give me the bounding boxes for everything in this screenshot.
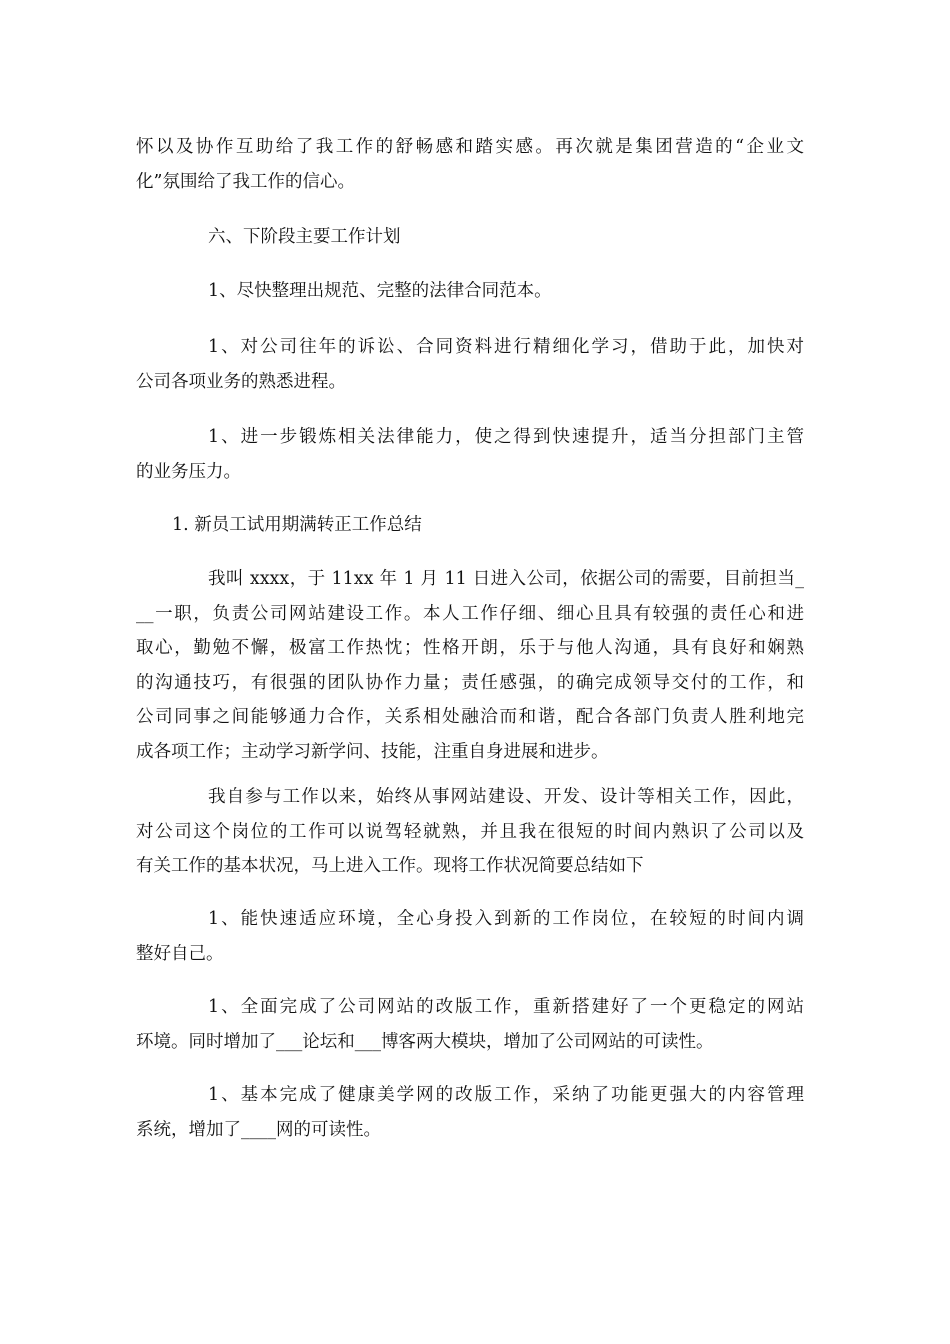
- text-line: 我自参与工作以来，始终从事网站建设、开发、设计等相关工作，因此，: [208, 787, 804, 807]
- text-line: __一职，负责公司网站建设工作。本人工作仔细、细心且具有较强的责任心和进: [136, 603, 804, 624]
- text-line: 系统，增加了____网的可读性。: [136, 1119, 381, 1140]
- text-line: 的沟通技巧，有很强的团队协作力量；责任感强，的确完成领导交付的工作，和: [136, 672, 804, 693]
- text-line: 1、能快速适应环境，全心身投入到新的工作岗位，在较短的时间内调: [208, 909, 804, 929]
- summary-item: [136, 990, 804, 1059]
- text-line: 成各项工作；主动学习新学问、技能，注重自身进展和进步。: [136, 741, 609, 762]
- summary-item: [136, 902, 804, 971]
- text-line: 1、进一步锻炼相关法律能力，使之得到快速提升，适当分担部门主管: [208, 427, 804, 447]
- text-line: 公司各项业务的熟悉进程。: [136, 371, 346, 392]
- text-line: 我叫 xxxx，于 11xx 年 1 月 11 日进入公司，依据公司的需要，目前担当_: [208, 569, 804, 589]
- document-title: 1. 新员工试用期满转正工作总结: [172, 515, 422, 535]
- text-line: 化”氛围给了我工作的信心。: [136, 171, 355, 192]
- text-line: 的业务压力。: [136, 461, 241, 482]
- summary-item: [136, 1078, 804, 1147]
- text-line: 1、基本完成了健康美学网的改版工作，采纳了功能更强大的内容管理: [208, 1085, 804, 1105]
- text-line: 怀以及协作互助给了我工作的舒畅感和踏实感。再次就是集团营造的“企业文: [136, 137, 804, 157]
- text-line: 取心，勤勉不懈，极富工作热忱；性格开朗，乐于与他人沟通，具有良好和娴熟: [136, 638, 804, 658]
- text-line: 公司同事之间能够通力合作，关系相处融洽而和谐，配合各部门负责人胜利地完: [136, 707, 804, 727]
- text-line: 对公司这个岗位的工作可以说驾轻就熟，并且我在很短的时间内熟识了公司以及: [136, 821, 804, 842]
- text-line: 1、全面完成了公司网站的改版工作，重新搭建好了一个更稳定的网站: [208, 997, 804, 1017]
- paragraph-continuation: [136, 130, 804, 199]
- text-line: 环境。同时增加了___论坛和___博客两大模块，增加了公司网站的可读性。: [136, 1031, 714, 1052]
- paragraph-work: [136, 780, 804, 884]
- paragraph-intro: [136, 562, 804, 769]
- plan-item: 1、尽快整理出规范、完整的法律合同范本。: [208, 281, 552, 301]
- plan-item: [136, 330, 804, 399]
- text-line: 整好自己。: [136, 943, 224, 964]
- section-heading-plan: 六、下阶段主要工作计划: [208, 227, 401, 247]
- plan-item: [136, 420, 804, 489]
- text-line: 1、对公司往年的诉讼、合同资料进行精细化学习，借助于此，加快对: [208, 337, 804, 357]
- text-line: 有关工作的基本状况，马上进入工作。现将工作状况简要总结如下: [136, 856, 644, 876]
